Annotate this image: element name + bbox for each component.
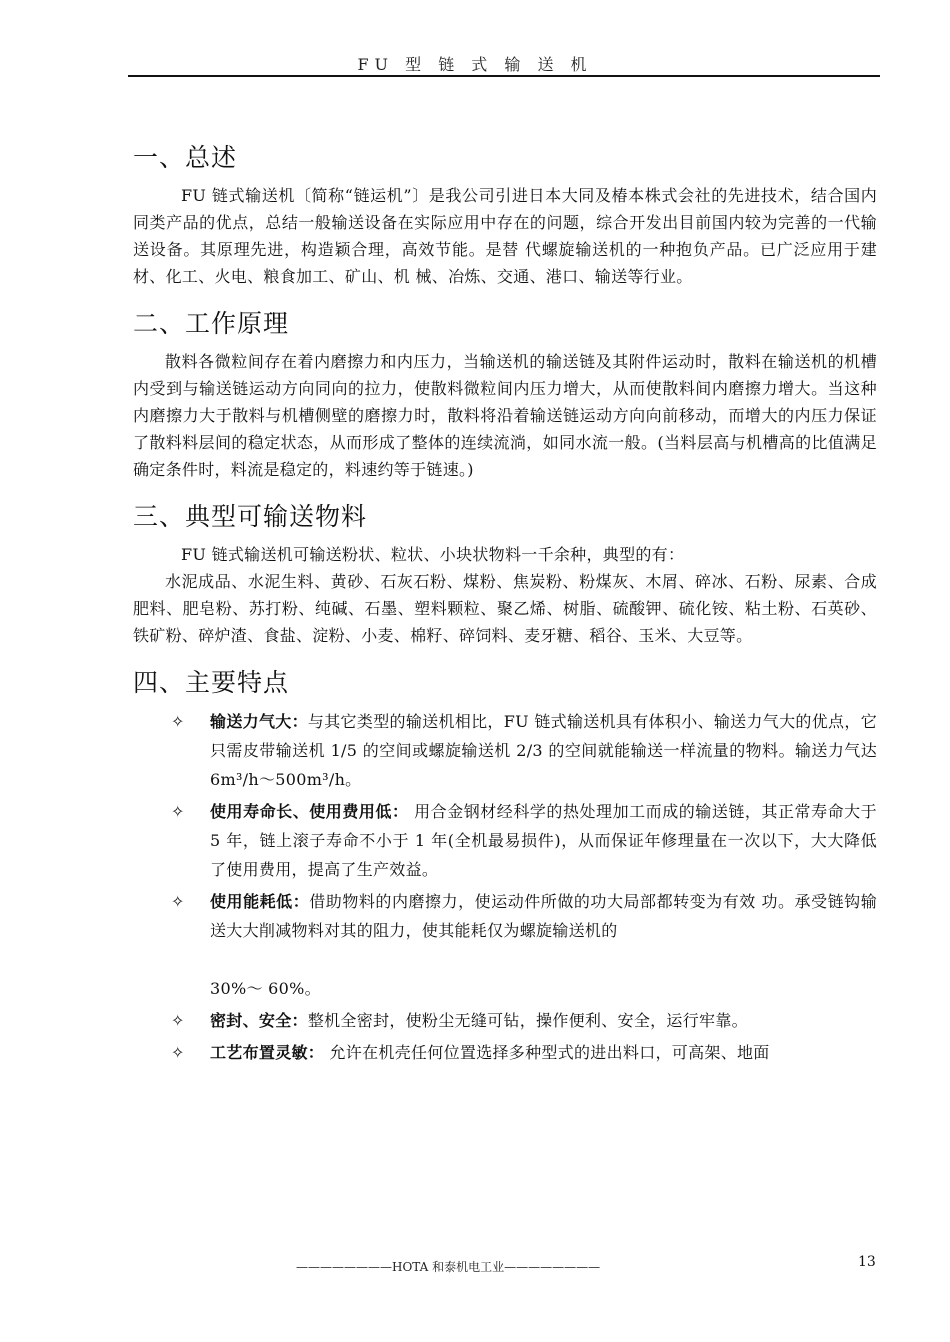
- footer-company: ————————HOTA 和泰机电工业————————: [296, 1260, 601, 1274]
- feature-term: 使用能耗低：: [210, 892, 310, 911]
- section-features: [133, 665, 877, 1067]
- page-number: 13: [858, 1254, 876, 1270]
- feature-term: 使用寿命长、使用费用低：: [210, 802, 409, 821]
- feature-item: [133, 887, 877, 1003]
- paragraph: FU 链式输送机可输送粉状、粒状、小块状物料一千余种，典型的有：: [181, 545, 685, 564]
- section-heading: 三、典型可输送物料: [133, 502, 368, 531]
- feature-term: 工艺布置灵敏：: [210, 1043, 325, 1062]
- section-materials: [133, 499, 877, 649]
- feature-item: [133, 707, 877, 794]
- feature-text: 与其它类型的输送机相比，FU 链式输送机具有体积小、输送力气大的优点，它只需皮带输送机 1/5 的空间或螺旋输送机 2/3 的空间就能输送一样流量的物料。输送力气达 6m³/h～500m³/h。: [210, 712, 877, 789]
- section-heading: 一、总述: [133, 143, 238, 172]
- feature-term: 输送力气大：: [210, 712, 308, 731]
- page-header-title: FU 型 链 式 输 送 机: [357, 55, 593, 74]
- feature-text: 允许在机壳任何位置选择多种型式的进出料口，可高架、地面: [324, 1043, 770, 1062]
- feature-term: 密封、安全：: [210, 1011, 308, 1030]
- diamond-bullet-icon: ✧: [171, 892, 185, 911]
- document-body: [133, 140, 877, 1070]
- diamond-bullet-icon: ✧: [171, 1043, 185, 1062]
- feature-text: 整机全密封，使粉尘无缝可钻，操作便利、安全，运行牢靠。: [307, 1011, 748, 1030]
- header-rule: [128, 75, 880, 77]
- section-heading: 四、主要特点: [133, 668, 290, 697]
- feature-list: [133, 707, 877, 1067]
- section-overview: [133, 140, 877, 290]
- feature-text: 用合金钢材经科学的热处理加工而成的输送链，其正常寿命大于 5 年，链上滚子寿命不小于 1 年(全机最易损件)，从而保证年修理量在一次以下，大大降低了使用费用，提高了生产效益。: [210, 802, 877, 879]
- feature-item: [133, 1006, 877, 1035]
- paragraph: 散料各微粒间存在着内磨擦力和内压力，当输送机的输送链及其附件运动时，散料在输送机的机槽内受到与输送链运动方向同向的拉力，使散料微粒间内压力增大，从而使散料间内磨擦力增大。当这种内磨擦力大于散料与机槽侧壁的磨擦力时，散料将沿着输送链运动方向向前移动，而增大的内压力保证了散料料层间的稳定状态，从而形成了整体的连续流淌，如同水流一般。(当料层高与机槽高的比值满足确定条件时，料流是稳定的，料速约等于链速。): [133, 352, 877, 479]
- paragraph: 水泥成品、水泥生料、黄砂、石灰石粉、煤粉、焦炭粉、粉煤灰、木屑、碎冰、石粉、尿素、合成肥料、肥皂粉、苏打粉、纯碱、石墨、塑料颗粒、聚乙烯、树脂、硫酸钾、硫化铵、粘土粉、石英砂、铁矿粉、碎炉渣、食盐、淀粉、小麦、棉籽、碎饲料、麦牙糖、稻谷、玉米、大豆等。: [133, 572, 877, 645]
- feature-text-continued: 30%～ 60%。: [210, 979, 321, 998]
- paragraph: FU 链式输送机〔简称“链运机”〕是我公司引进日本大同及椿本株式会社的先进技术，结合国内同类产品的优点，总结一般输送设备在实际应用中存在的问题，综合开发出目前国内较为完善的一代输送设备。其原理先进，构造颖合理，高效节能。是替 代螺旋输送机的一种抱负产品。已广泛应用于建材、化工、火电、粮食加工、矿山、机 械、冶炼、交通、港口、输送等行业。: [133, 186, 877, 286]
- diamond-bullet-icon: ✧: [171, 712, 185, 731]
- feature-text: 借助物料的内磨擦力，使运动件所做的功大局部都转变为有效 功。承受链钩输送大大削减物料对其的阻力，使其能耗仅为螺旋输送机的: [210, 892, 877, 940]
- diamond-bullet-icon: ✧: [171, 1011, 185, 1030]
- feature-item: [133, 1038, 877, 1067]
- section-principle: [133, 306, 877, 483]
- diamond-bullet-icon: ✧: [171, 802, 185, 821]
- section-heading: 二、工作原理: [133, 309, 290, 338]
- feature-item: [133, 797, 877, 884]
